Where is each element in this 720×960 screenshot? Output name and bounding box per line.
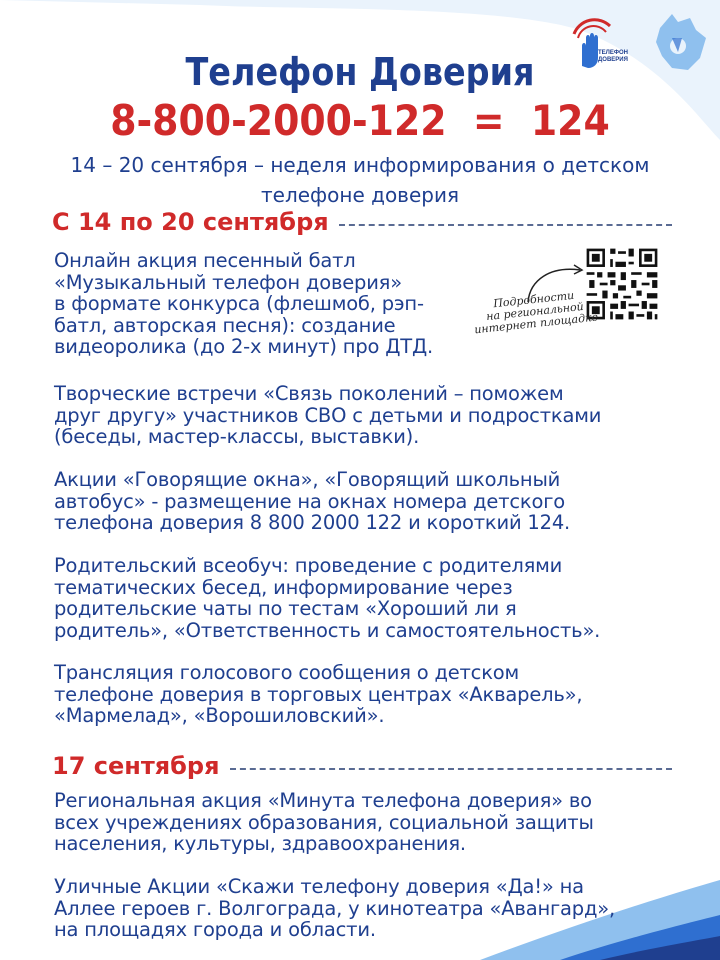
paragraph-minute-action: Региональная акция «Минута телефона доверия» во всех учреждениях образования, социальной защиты населения, культуры, здравоохранения.: [54, 789, 594, 855]
subtitle: 14 – 20 сентября – неделя информирования о детском телефоне доверия: [70, 153, 650, 207]
paragraph-voice-broadcast: Трансляция голосового сообщения о детском телефоне доверия в торговых центрах «Акварель», «Мармелад», «Ворошиловский».: [54, 661, 583, 727]
paragraph-song-battle: Онлайн акция песенный батл «Музыкальный телефон доверия» в формате конкурса (флешмоб, рэп- батл, авторская песня): создание видеоролика (до 2-х минут) про ДТД.: [54, 249, 434, 358]
svg-text:ДОВЕРИЯ: ДОВЕРИЯ: [598, 57, 628, 63]
section-heading-label: С 14 по 20 сентября: [52, 208, 329, 236]
paragraph-street-actions: Уличные Акции «Скажи телефону доверия «Да!» на Аллее героев г. Волгограда, у кинотеатра «Авангард», на площадях города и области.: [54, 875, 615, 941]
logo-text: ТЕЛЕФОН: [598, 50, 628, 56]
paragraph-parent-education: Родительский всеобуч: проведение с родителями тематических бесед, информирование через родительские чаты по тестам «Хороший ли я родитель», «Ответственность и самостоятельность».: [54, 554, 601, 642]
section-heading-2: [52, 750, 672, 782]
dashed-divider: [230, 768, 672, 770]
section-heading-label: 17 сентября: [52, 752, 220, 780]
hotline-number: 8-800-2000-122 = 124: [110, 96, 610, 145]
section-heading-1: [52, 206, 672, 238]
paragraph-talking-windows: Акции «Говорящие окна», «Говорящий школьный автобус» - размещение на окнах номера детского телефона доверия 8 800 2000 122 и короткий 124.: [54, 468, 571, 534]
qr-caption: Подробности на региональной интернет площадке: [473, 288, 599, 337]
paragraph-creative-meetings: Творческие встречи «Связь поколений – поможем друг другу» участников СВО с детьми и подростками (беседы, мастер-классы, выставки).: [54, 382, 602, 448]
dashed-divider: [339, 224, 672, 226]
page-title: Телефон Доверия: [185, 50, 535, 94]
